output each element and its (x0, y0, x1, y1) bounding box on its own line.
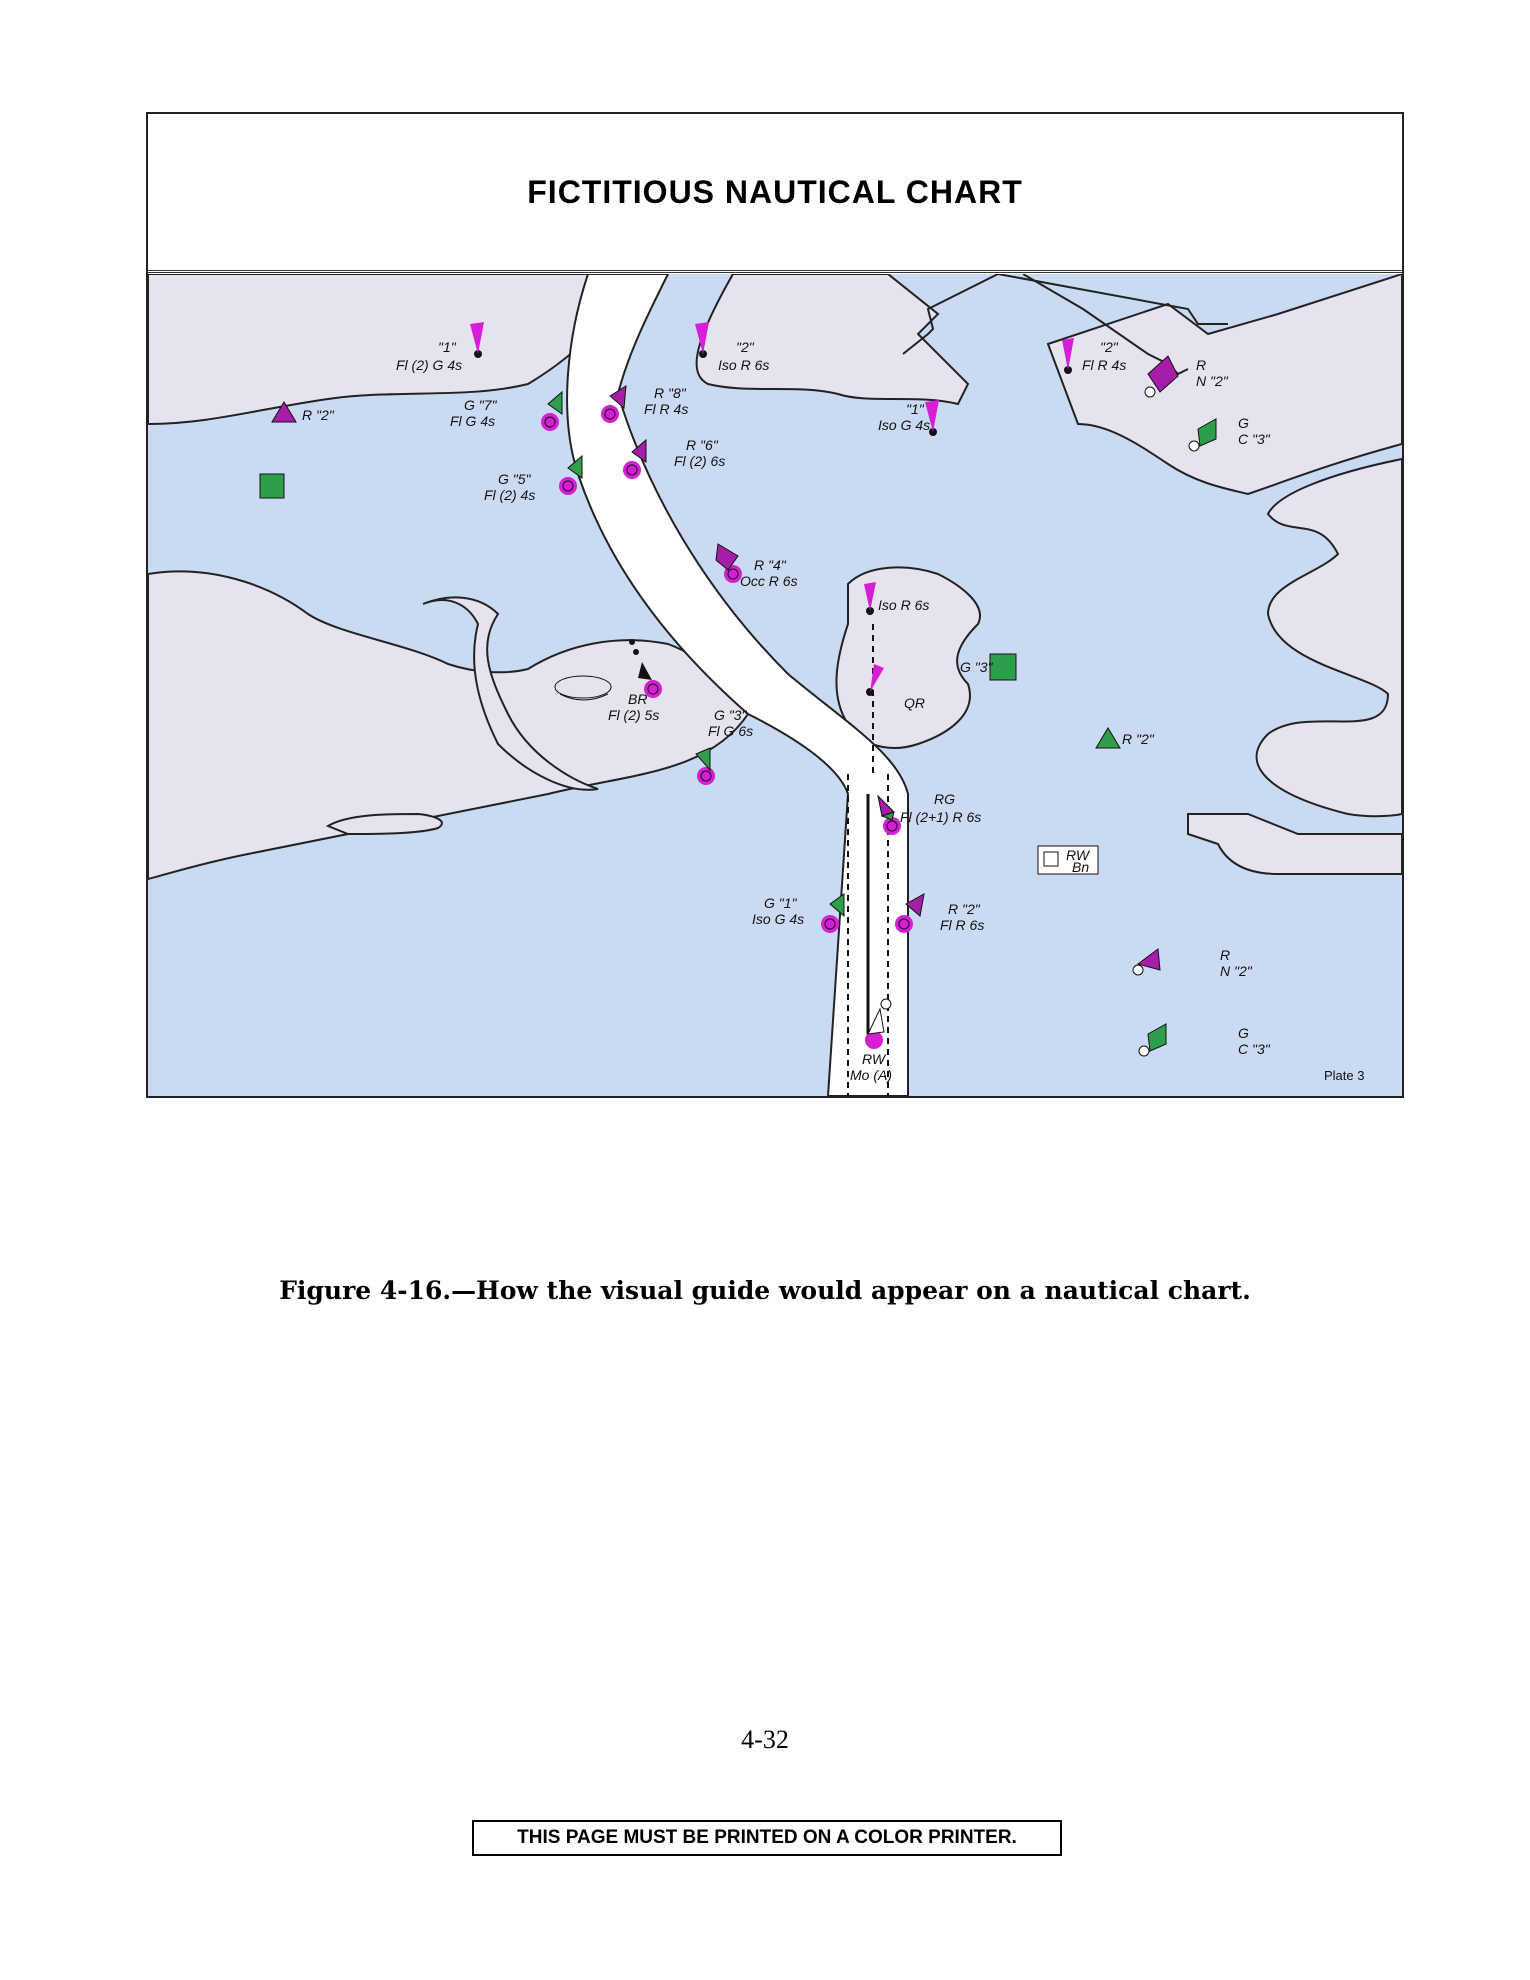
label-nun-r2-se-2: N "2" (1220, 963, 1252, 979)
label-g7-2: Fl G 4s (450, 413, 496, 429)
label-r6-1: R "6" (686, 437, 718, 453)
label-r8-1: R "8" (654, 385, 686, 401)
label-can-g3-se-2: C "3" (1238, 1041, 1270, 1057)
label-r2-chan-1: R "2" (948, 901, 980, 917)
label-g7-1: G "7" (464, 397, 497, 413)
label-rw-1: RW (862, 1051, 886, 1067)
label-nun-r2-se-1: R (1220, 947, 1231, 963)
label-lt2-pier-1: "2" (1100, 339, 1118, 355)
label-r4-2: Occ R 6s (740, 573, 798, 589)
label-r2-chan-2: Fl R 6s (940, 917, 985, 933)
label-g5-2: Fl (2) 4s (484, 487, 536, 503)
color-printer-notice: THIS PAGE MUST BE PRINTED ON A COLOR PRINTER. (472, 1820, 1062, 1856)
label-can-g3-ne-2: C "3" (1238, 431, 1270, 447)
label-g1-2: Iso G 4s (752, 911, 805, 927)
chart-map (148, 274, 1402, 1096)
label-br-1: BR (628, 691, 648, 707)
label-r8-2: Fl R 4s (644, 401, 689, 417)
chart-title-box (148, 114, 1402, 273)
label-lt2-top-2: Iso R 6s (718, 357, 770, 373)
label-lt1-top-1: "1" (438, 339, 456, 355)
label-qr: QR (904, 695, 925, 711)
label-nun-r2-ne-2: N "2" (1196, 373, 1228, 389)
nautical-chart-frame (146, 112, 1404, 1098)
label-g3-island: G "3" (960, 659, 993, 675)
label-lt2-top-1: "2" (736, 339, 754, 355)
label-g5-1: G "5" (498, 471, 531, 487)
label-g3-chan-1: G "3" (714, 707, 747, 723)
label-rw-bn-2: Bn (1072, 859, 1090, 875)
label-nun-r2-ne-1: R (1196, 357, 1207, 373)
figure-caption: Figure 4-16.—How the visual guide would appear on a nautical chart. (279, 1276, 1251, 1305)
daybeacon-g3-island (990, 654, 1016, 680)
label-g1-1: G "1" (764, 895, 797, 911)
label-rw-2: Mo (A) (850, 1067, 892, 1083)
label-g3-chan-2: Fl G 6s (708, 723, 754, 739)
label-lt2-pier-2: Fl R 4s (1082, 357, 1127, 373)
page-number: 4-32 (741, 1725, 789, 1754)
label-can-g3-se-1: G (1238, 1025, 1249, 1041)
label-rw-bn-1: RW (1066, 847, 1090, 863)
label-br-2: Fl (2) 5s (608, 707, 660, 723)
label-lt1-pier-2: Iso G 4s (878, 417, 931, 433)
label-rg-2: Fl (2+1) R 6s (900, 809, 982, 825)
label-dbn-r2-w: R "2" (302, 407, 334, 423)
label-rg-1: RG (934, 791, 955, 807)
label-lt1-pier-1: "1" (906, 401, 924, 417)
label-r4-1: R "4" (754, 557, 786, 573)
label-dbn-r2-e: R "2" (1122, 731, 1154, 747)
label-lt1-top-2: Fl (2) G 4s (396, 357, 463, 373)
daybeacon-g-west (260, 474, 284, 498)
label-r6-2: Fl (2) 6s (674, 453, 726, 469)
chart-title: FICTITIOUS NAUTICAL CHART (527, 173, 1023, 210)
label-can-g3-ne-1: G (1238, 415, 1249, 431)
label-iso-r6-island: Iso R 6s (878, 597, 930, 613)
plate-label: Plate 3 (1324, 1068, 1365, 1083)
